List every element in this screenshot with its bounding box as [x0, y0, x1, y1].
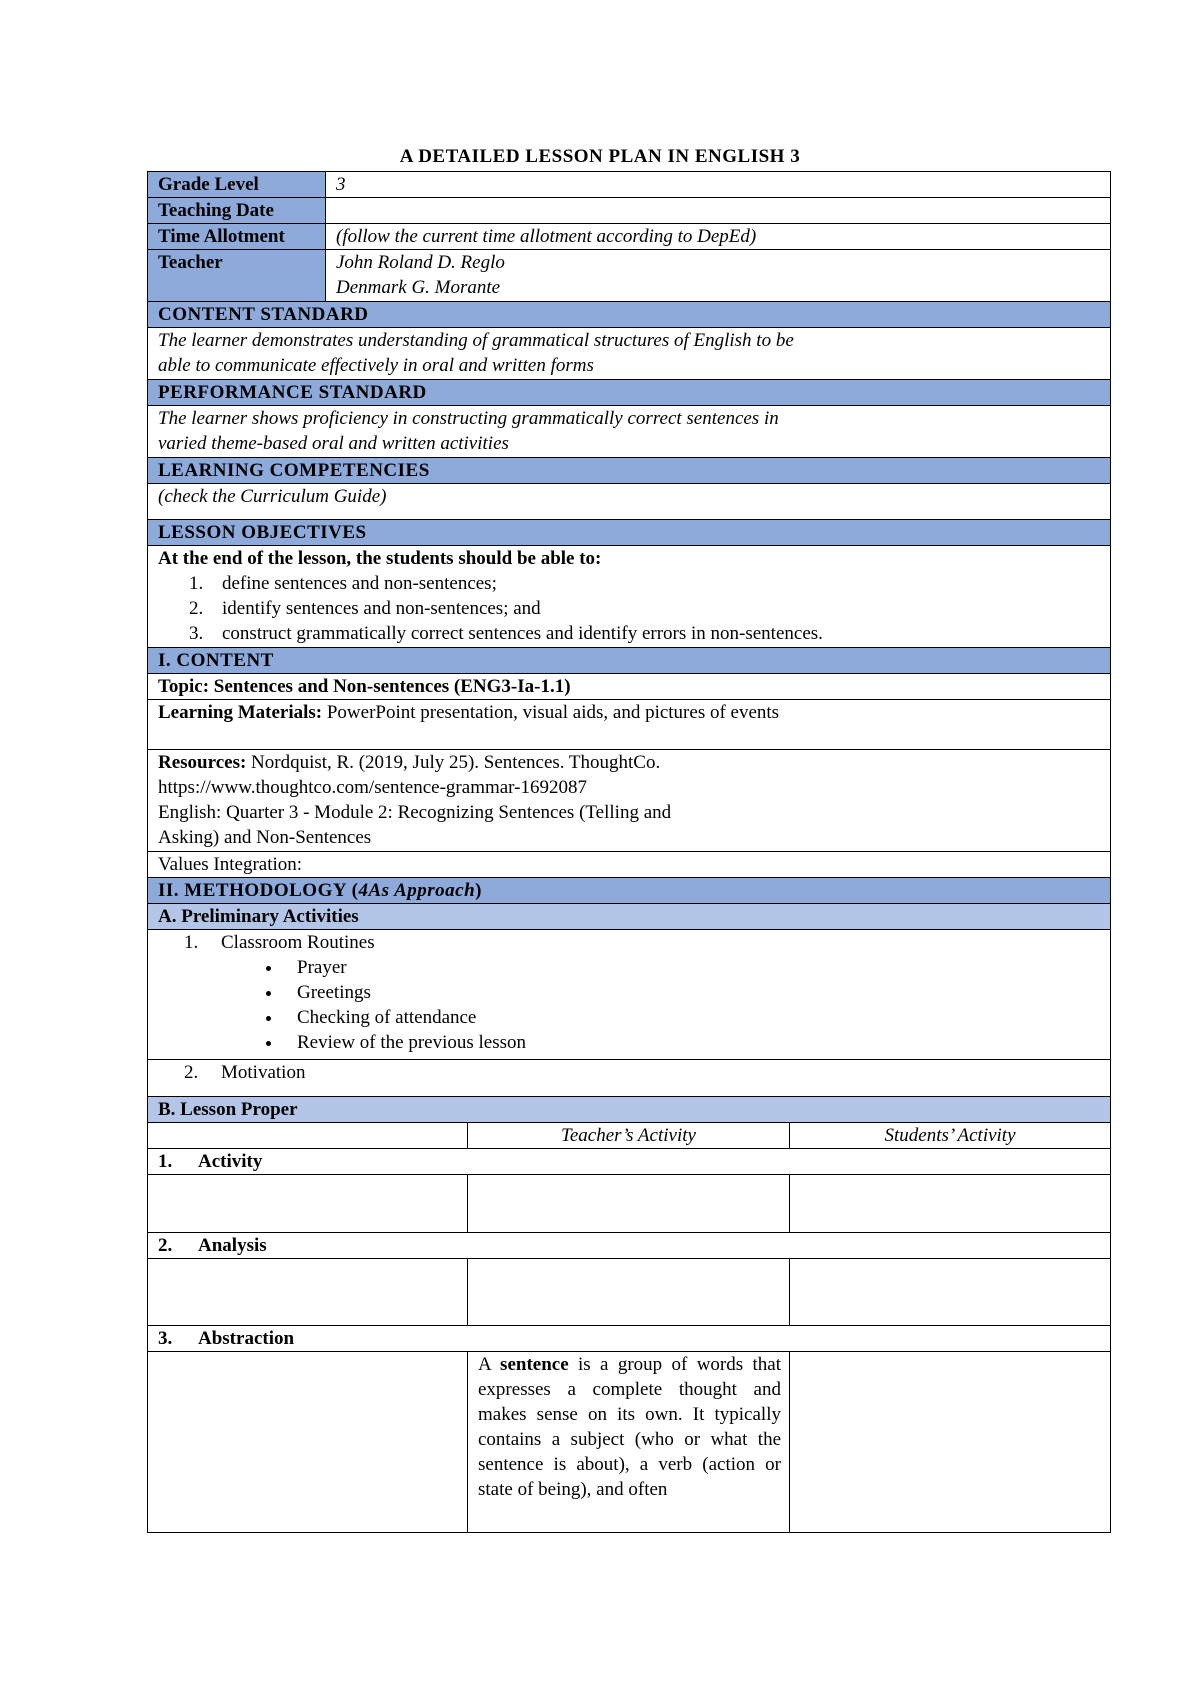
lesson-objectives-body — [148, 546, 1111, 648]
motivation — [148, 1060, 1111, 1097]
lesson-plan-table — [147, 171, 1111, 1533]
abstraction-text: is a group of words that expresses a complete thought and makes sense on its own. It typically contains a subject (who or what the sentence is about), a verb (action or state of being), and often — [478, 1354, 781, 1500]
objective-item: 3. construct grammatically correct sentences and identify errors in non-sentences. — [208, 621, 1110, 646]
learning-materials — [148, 700, 1111, 750]
routines-label: Classroom Routines — [221, 932, 375, 953]
routine-bullets — [221, 955, 1110, 1055]
learning-materials-label: Learning Materials: — [158, 702, 323, 723]
objective-item: 2. identify sentences and non-sentences; and — [208, 596, 1110, 621]
content-standard-line: The learner demonstrates understanding of grammatical structures of English to be — [158, 330, 794, 351]
values-integration: Values Integration: — [148, 852, 1111, 878]
students-activity-header: Students’ Activity — [790, 1123, 1111, 1149]
activity-heading — [148, 1149, 1111, 1175]
resources-line: https://www.thoughtco.com/sentence-grammar-1692087 — [158, 777, 587, 798]
methodology-heading — [148, 878, 1111, 904]
teacher-activity-header: Teacher’s Activity — [468, 1123, 790, 1149]
resources — [148, 750, 1111, 852]
teacher-name-2: Denmark G. Morante — [336, 277, 501, 298]
content-standard-line: able to communicate effectively in oral and written forms — [158, 355, 594, 376]
performance-standard-line: varied theme-based oral and written activities — [158, 433, 509, 454]
routine-item: • Prayer — [283, 955, 1110, 980]
analysis-teacher-cell — [468, 1259, 790, 1326]
analysis-students-cell — [790, 1259, 1111, 1326]
teacher-names — [326, 250, 1111, 302]
abstraction-pre: A — [478, 1354, 501, 1375]
objectives-list — [158, 571, 1110, 646]
time-allotment-label: Time Allotment — [148, 224, 326, 250]
performance-standard-line: The learner shows proficiency in constructing grammatically correct sentences in — [158, 408, 779, 429]
teaching-date-value — [326, 198, 1111, 224]
learning-materials-text: PowerPoint presentation, visual aids, and pictures of events — [322, 702, 780, 723]
performance-standard-text — [148, 406, 1111, 458]
routine-item: • Checking of attendance — [283, 1005, 1110, 1030]
classroom-routines — [148, 930, 1111, 1060]
activity-teacher-cell — [468, 1175, 790, 1233]
abstraction-heading — [148, 1326, 1111, 1352]
motivation-label: 2. Motivation — [203, 1060, 1110, 1085]
learning-competencies-text: (check the Curriculum Guide) — [148, 484, 1111, 520]
analysis-label: Analysis — [198, 1235, 267, 1256]
analysis-heading — [148, 1233, 1111, 1259]
objective-item: 1. define sentences and non-sentences; — [208, 571, 1110, 596]
activity-students-cell — [790, 1175, 1111, 1233]
routine-item: • Greetings — [283, 980, 1110, 1005]
resources-line: Nordquist, R. (2019, July 25). Sentences. ThoughtCo. — [246, 752, 661, 773]
content-heading: I. CONTENT — [148, 648, 1111, 674]
abstraction-label: Abstraction — [198, 1328, 295, 1349]
methodology-heading-prefix: II. METHODOLOGY ( — [158, 880, 359, 901]
abstraction-students-cell — [790, 1352, 1111, 1533]
teaching-date-label: Teaching Date — [148, 198, 326, 224]
lesson-proper-blank-header — [148, 1123, 468, 1149]
abstraction-blank-cell — [148, 1352, 468, 1533]
content-topic: Topic: Sentences and Non-sentences (ENG3-Ia-1.1) — [148, 674, 1111, 700]
methodology-approach: 4As Approach — [358, 880, 476, 901]
abstraction-number: 3. — [158, 1328, 173, 1349]
activity-blank-cell — [148, 1175, 468, 1233]
lesson-proper-heading: B. Lesson Proper — [148, 1097, 1111, 1123]
objectives-intro: At the end of the lesson, the students should be able to: — [158, 548, 602, 569]
content-standard-heading: CONTENT STANDARD — [148, 302, 1111, 328]
time-allotment-value: (follow the current time allotment according to DepEd) — [326, 224, 1111, 250]
resources-line: English: Quarter 3 - Module 2: Recognizing Sentences (Telling and — [158, 802, 672, 823]
activity-label: Activity — [198, 1151, 263, 1172]
learning-competencies-heading: LEARNING COMPETENCIES — [148, 458, 1111, 484]
preliminary-activities-heading: A. Preliminary Activities — [148, 904, 1111, 930]
abstraction-term: sentence — [500, 1354, 569, 1375]
teacher-label: Teacher — [148, 250, 326, 302]
resources-label: Resources: — [158, 752, 247, 773]
activity-number: 1. — [158, 1151, 173, 1172]
methodology-heading-suffix: ) — [475, 880, 482, 901]
page-title: A DETAILED LESSON PLAN IN ENGLISH 3 — [399, 146, 801, 167]
resources-line: Asking) and Non-Sentences — [158, 827, 372, 848]
routine-item: • Review of the previous lesson — [283, 1030, 1110, 1055]
grade-level-label: Grade Level — [148, 172, 326, 198]
lesson-objectives-heading: LESSON OBJECTIVES — [148, 520, 1111, 546]
performance-standard-heading: PERFORMANCE STANDARD — [148, 380, 1111, 406]
analysis-number: 2. — [158, 1235, 173, 1256]
content-standard-text — [148, 328, 1111, 380]
motivation-list — [158, 1060, 1110, 1085]
teacher-name-1: John Roland D. Reglo — [336, 252, 505, 273]
analysis-blank-cell — [148, 1259, 468, 1326]
grade-level-value: 3 — [326, 172, 1111, 198]
abstraction-teacher-cell — [468, 1352, 790, 1533]
routines-list — [158, 930, 1110, 1055]
